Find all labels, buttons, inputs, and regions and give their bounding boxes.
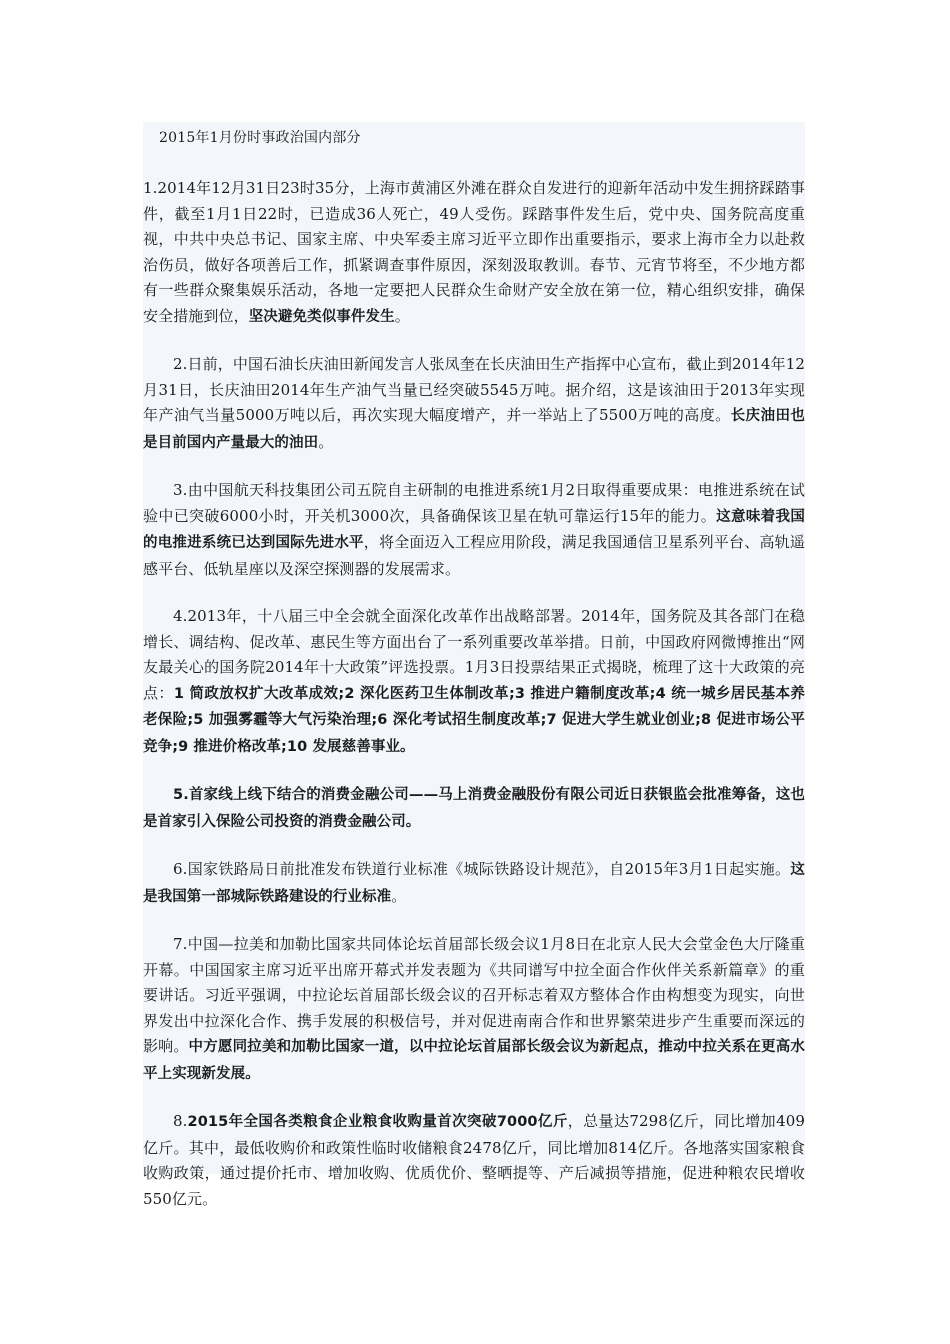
news-item-2	[143, 352, 805, 456]
paragraph-spacer	[143, 835, 805, 857]
item-tail: ，总量达7298亿斤，同比增加409亿斤。其中，最低收购价和政策性临时收储粮食2478亿斤，同比增加814亿斤。各地落实国家粮食收购政策，通过提价托市、增加收购、优质优价、整晒提等、产后减损等措施，促进种粮农民增收550亿元。	[143, 1112, 805, 1208]
document-body	[143, 122, 806, 1208]
item-tail: 。	[394, 306, 410, 325]
item-tail: 。	[318, 432, 334, 451]
item-emphasis: 5.首家线上线下结合的消费金融公司——马上消费金融股份有限公司近日获银监会批准筹备，这也是首家引入保险公司投资的消费金融公司。	[143, 787, 805, 830]
item-text: 8.	[173, 1112, 188, 1130]
document-title: 2015年1月份时事政治国内部分	[159, 130, 361, 146]
news-item-6	[143, 857, 805, 910]
news-item-7	[143, 932, 805, 1087]
news-item-4	[143, 604, 805, 760]
paragraph-spacer	[143, 582, 805, 604]
item-emphasis: 2015年全国各类粮食企业粮食收购量首次突破7000亿斤	[187, 1114, 568, 1130]
paragraph-spacer	[143, 760, 805, 782]
item-text: 4.2013年，十八届三中全会就全面深化改革作出战略部署。2014年，国务院及其各部门在稳增长、调结构、促改革、惠民生等方面出台了一系列重要改革举措。日前，中国政府网微博推出“网友最关心的国务院2014年十大政策”评选投票。1月3日投票结果正式揭晓，梳理了这十大政策的亮点：	[143, 607, 805, 702]
item-emphasis: 这意味着我国的电推进系统已达到国际先进水平	[143, 508, 805, 551]
item-emphasis: 长庆油田也是目前国内产量最大的油田	[143, 408, 805, 451]
news-item-3	[143, 478, 805, 582]
item-text: 7.中国—拉美和加勒比国家共同体论坛首届部长级会议1月8日在北京人民大会堂金色大厅隆重开幕。中国国家主席习近平出席开幕式并发表题为《共同谱写中拉全面合作伙伴关系新篇章》的重要讲话。习近平强调，中拉论坛首届部长级会议的召开标志着双方整体合作由构想变为现实，向世界发出中拉深化合作、携手发展的积极信号，并对促进南南合作和世界繁荣进步产生重要而深远的影响。	[143, 935, 805, 1055]
paragraph-spacer	[143, 330, 805, 352]
paragraph-spacer	[143, 456, 805, 478]
item-tail: 。	[391, 886, 407, 905]
item-text: 3.由中国航天科技集团公司五院自主研制的电推进系统1月2日取得重要成果：电推进系统在试验中已突破6000小时，开关机3000次，具备确保该卫星在轨可靠运行15年的能力。	[143, 481, 805, 525]
item-tail: ，将全面迈入工程应用阶段，满足我国通信卫星系列平台、高轨遥感平台、低轨星座以及深空探测器的发展需求。	[143, 533, 806, 578]
paragraph-spacer	[143, 1087, 805, 1109]
item-text: 6.国家铁路局日前批准发布铁道行业标准《城际铁路设计规范》，自2015年3月1日起实施。	[173, 860, 791, 878]
item-text: 2.日前，中国石油长庆油田新闻发言人张凤奎在长庆油田生产指挥中心宣布，截止到2014年12月31日，长庆油田2014年生产油气当量已经突破5545万吨。据介绍，这是该油田于2013年实现年产油气当量5000万吨以后，再次实现大幅度增产，并一举站上了5500万吨的高度。	[143, 355, 805, 424]
news-item-1	[143, 176, 805, 330]
item-text: 1.2014年12月31日23时35分，上海市黄浦区外滩在群众自发进行的迎新年活动中发生拥挤踩踏事件，截至1月1日22时，已造成36人死亡，49人受伤。踩踏事件发生后，党中央、国务院高度重视，中共中央总书记、国家主席、中央军委主席习近平立即作出重要指示，要求上海市全力以赴救治伤员，做好各项善后工作，抓紧调查事件原因，深刻汲取教训。春节、元宵节将至，不少地方都有一些群众聚集娱乐活动，各地一定要把人民群众生命财产安全放在第一位，精心组织安排，确保安全措施到位，	[143, 179, 805, 325]
item-emphasis: 这是我国第一部城际铁路建设的行业标准	[143, 862, 805, 905]
news-item-5	[143, 782, 805, 835]
paragraph-spacer	[143, 910, 805, 932]
item-emphasis: 中方愿同拉美和加勒比国家一道，以中拉论坛首届部长级会议为新起点，推动中拉关系在更高水平上实现新发展。	[143, 1039, 805, 1082]
item-emphasis: 1 简政放权扩大改革成效;2 深化医药卫生体制改革;3 推进户籍制度改革;4 统一城乡居民基本养老保险;5 加强雾霾等大气污染治理;6 深化考试招生制度改革;7 促进大学生就业创业;8 促进市场公平竞争;9 推进价格改革;10 发展慈善事业。	[143, 685, 806, 755]
news-item-8	[143, 1109, 805, 1212]
title-spacer	[143, 152, 805, 176]
item-emphasis: 坚决避免类似事件发生	[248, 308, 395, 325]
